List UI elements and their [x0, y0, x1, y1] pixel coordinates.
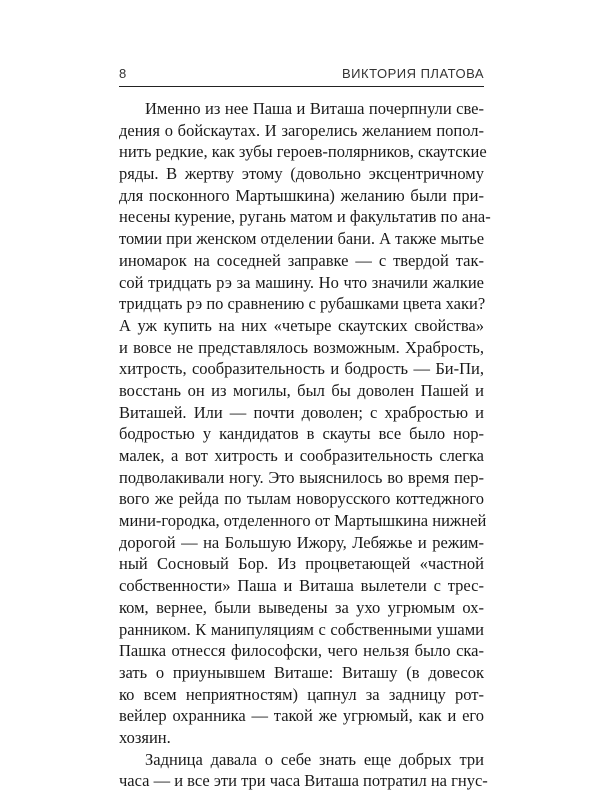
- text-line: А уж купить на них «четыре скаутских свойства»: [119, 315, 484, 335]
- text-line: ный Сосновый Бор. Из процветающей «частной: [119, 554, 484, 574]
- text-line: дорогой — на Большую Ижору, Лебяжье и режим-: [119, 532, 484, 552]
- text-line: ком, вернее, были выведены за ухо угрюмым ох-: [119, 597, 484, 617]
- page-number: 8: [119, 66, 127, 81]
- text-line: Именно из нее Паша и Виташа почерпнули све-: [145, 99, 484, 118]
- text-line: дения о бойскаутах. И загорелись желанием попол-: [119, 120, 484, 140]
- text-line: вого же рейда по тылам новорусского коттеджного: [119, 489, 484, 509]
- text-line: иномарок на соседней заправке — с твердой так-: [119, 250, 484, 270]
- text-line: для посконного Мартышкина) желанию были при-: [119, 185, 484, 205]
- text-line: несены курение, ругань матом и факультатив по ана-: [119, 207, 491, 227]
- running-head: [119, 66, 484, 84]
- text-line: ряды. В жертву этому (довольно эксцентричному: [119, 164, 484, 184]
- text-line: Задница давала о себе знать еще добрых три: [145, 749, 484, 769]
- text-line: ко всем неприятностям) цапнул за задницу рот-: [119, 684, 484, 704]
- text-line: подволакивали ногу. Это выяснилось во время пер-: [119, 467, 484, 487]
- text-line: ранником. К манипуляциям с собственными ушами: [119, 619, 484, 639]
- text-line: вейлер охранника — такой же угрюмый, как и его: [119, 706, 484, 726]
- body-text: [119, 98, 491, 792]
- text-line: малек, а вот хитрость и сообразительность слегка: [119, 446, 484, 465]
- text-line: хитрость, сообразительность и бодрость — Би-Пи,: [119, 359, 484, 379]
- text-line: восстань он из могилы, был бы доволен Пашей и: [119, 380, 484, 400]
- text-line: Пашка отнесся философски, чего нельзя было ска-: [119, 641, 484, 661]
- text-line: бодростью у кандидатов в скауты все было нор-: [119, 424, 484, 444]
- header-rule: [119, 86, 484, 87]
- text-line: собственности» Паша и Виташа вылетели с трес-: [119, 576, 484, 596]
- text-line: часа — и все эти три часа Виташа потратил на гнус-: [119, 771, 488, 791]
- text-line: зать о приунывшем Виташе: Виташу (в довесок: [119, 662, 484, 682]
- text-line: Виташей. Или — почти доволен; с храбростью и: [119, 402, 484, 422]
- text-line: хозяин.: [119, 727, 171, 747]
- text-line: тридцать рэ по сравнению с рубашками цвета хаки?: [119, 294, 486, 314]
- text-line: томии при женском отделении бани. А также мытье: [119, 229, 485, 249]
- text-line: сой тридцать рэ за машину. Но что значили жалкие: [119, 272, 484, 292]
- text-line: и вовсе не представлялось возможным. Храбрость,: [119, 337, 484, 357]
- text-line: мини-городка, отделенного от Мартышкина нижней: [119, 511, 487, 531]
- text-line: нить редкие, как зубы героев-полярников, скаутские: [119, 142, 487, 162]
- author-name: ВИКТОРИЯ ПЛАТОВА: [342, 66, 484, 81]
